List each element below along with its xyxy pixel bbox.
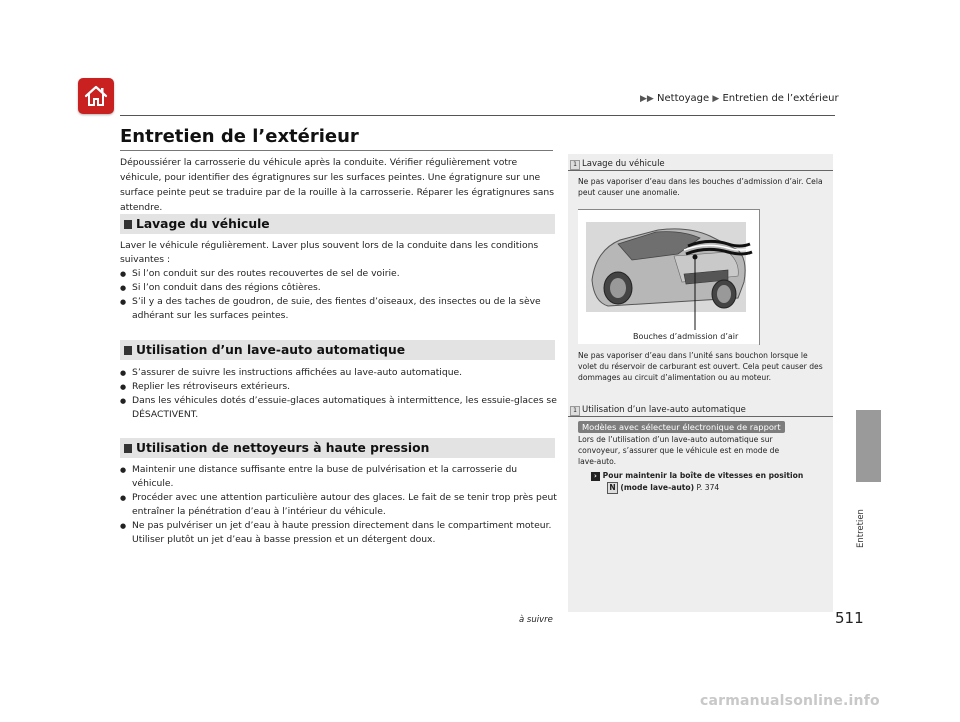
- note-title-lave-auto: 1 Utilisation d’un lave-auto automatique: [570, 405, 746, 416]
- section-heading-lave-auto: Utilisation d’un lave-auto automatique: [120, 340, 555, 360]
- home-button[interactable]: [78, 78, 114, 114]
- breadcrumb-arrow-icon: ▶▶: [640, 94, 654, 104]
- cross-reference-link[interactable]: › Pour maintenir la boîte de vitesses en position: [591, 470, 821, 481]
- breadcrumb-current: Entretien de l’extérieur: [722, 93, 839, 104]
- home-icon: [78, 78, 114, 114]
- section-body-lave-auto: [120, 366, 560, 422]
- note-number-icon: 1: [570, 160, 580, 170]
- watermark: carmanualsonline.info: [700, 693, 880, 709]
- list-item: ● Procéder avec une attention particulière autour des glaces. Le fait de se tenir trop près peut entraîner la pénétration d’eau à l’intérieur du véhicule.: [120, 491, 560, 519]
- list-item: ● S’il y a des taches de goudron, de suie, des fientes d’oiseaux, des insectes ou de la sève adhérant sur les surfaces peintes.: [120, 295, 560, 323]
- list-item: ● Maintenir une distance suffisante entre la buse de pulvérisation et la carrosserie du véhicule.: [120, 463, 560, 491]
- note-text: Ne pas vaporiser d’eau dans l’unité sans bouchon lorsque le volet du réservoir de carburant est ouvert. Cela peut causer des dommages au circuit d’alimentation ou au moteur.: [578, 351, 823, 382]
- bullet-list: [120, 267, 560, 323]
- chapter-tab[interactable]: [856, 410, 881, 482]
- list-item: ● Replier les rétroviseurs extérieurs.: [120, 380, 560, 394]
- figure-frame-top: [578, 209, 760, 210]
- bullet-list: [120, 366, 560, 422]
- cross-reference-link-2[interactable]: N (mode lave-auto) P. 374: [607, 482, 827, 494]
- breadcrumb-link-cleaning[interactable]: Nettoyage: [657, 93, 710, 104]
- bullet-list: [120, 463, 560, 547]
- section-marker-icon: [124, 346, 132, 355]
- list-item: ● Si l’on conduit dans des régions côtières.: [120, 281, 560, 295]
- section-lead: Laver le véhicule régulièrement. Laver plus souvent lors de la conduite dans les conditions suivantes :: [120, 240, 539, 265]
- breadcrumb-separator-icon: ▶: [712, 94, 720, 104]
- section-heading-lavage: Lavage du véhicule: [120, 214, 555, 234]
- list-item: ● S’assurer de suivre les instructions affichées au lave-auto automatique.: [120, 366, 560, 380]
- list-item: ● Si l’on conduit sur des routes recouvertes de sel de voirie.: [120, 267, 560, 281]
- page-title: Entretien de l’extérieur: [120, 126, 359, 147]
- link-arrow-icon: ›: [591, 472, 600, 481]
- car-illustration: [578, 210, 760, 344]
- header-divider: [120, 115, 835, 116]
- note-divider: [568, 416, 833, 417]
- car-figure: [578, 210, 760, 344]
- note-text: Lors de l’utilisation d’un lave-auto automatique sur convoyeur, s’assurer que le véhicule est en mode de lave-auto.: [578, 435, 780, 466]
- note-text: Ne pas vaporiser d’eau dans les bouches d’admission d’air. Cela peut causer une anomalie.: [578, 177, 823, 197]
- section-marker-icon: [124, 220, 132, 229]
- note-title-lavage: 1 Lavage du véhicule: [570, 159, 665, 170]
- breadcrumb: [640, 93, 839, 104]
- list-item: ● Ne pas pulvériser un jet d’eau à haute pression directement dans le compartiment moteur. Utiliser plutôt un jet d’eau à basse pression et un détergent doux.: [120, 519, 560, 547]
- section-heading-haute-pression: Utilisation de nettoyeurs à haute pression: [120, 438, 555, 458]
- title-divider: [120, 150, 553, 151]
- section-body-lavage: [120, 239, 560, 323]
- section-body-haute-pression: [120, 463, 560, 547]
- figure-label: Bouches d’admission d’air: [633, 332, 739, 341]
- page-number: 511: [835, 609, 864, 627]
- section-marker-icon: [124, 444, 132, 453]
- list-item: ● Dans les véhicules dotés d’essuie-glaces automatiques à intermittence, les essuie-glaces se DÉSACTIVENT.: [120, 394, 560, 422]
- note-divider: [568, 170, 833, 171]
- figure-frame-side: [759, 209, 760, 345]
- intro-paragraph: Dépoussiérer la carrosserie du véhicule après la conduite. Vérifier régulièrement votre véhicule, pour identifier des égratignures sur les surfaces peintes. Une égratignure sur une surface peinte peut se traduire par de la rouille à la carrosserie. Réparer les égratignures sans attendre.: [120, 157, 554, 213]
- continued-label: à suivre: [519, 615, 553, 625]
- model-badge: Modèles avec sélecteur électronique de rapport: [578, 421, 785, 433]
- chapter-tab-label: Entretien: [856, 509, 866, 548]
- note-number-icon: 1: [570, 406, 580, 416]
- gear-n-key: N: [607, 482, 618, 494]
